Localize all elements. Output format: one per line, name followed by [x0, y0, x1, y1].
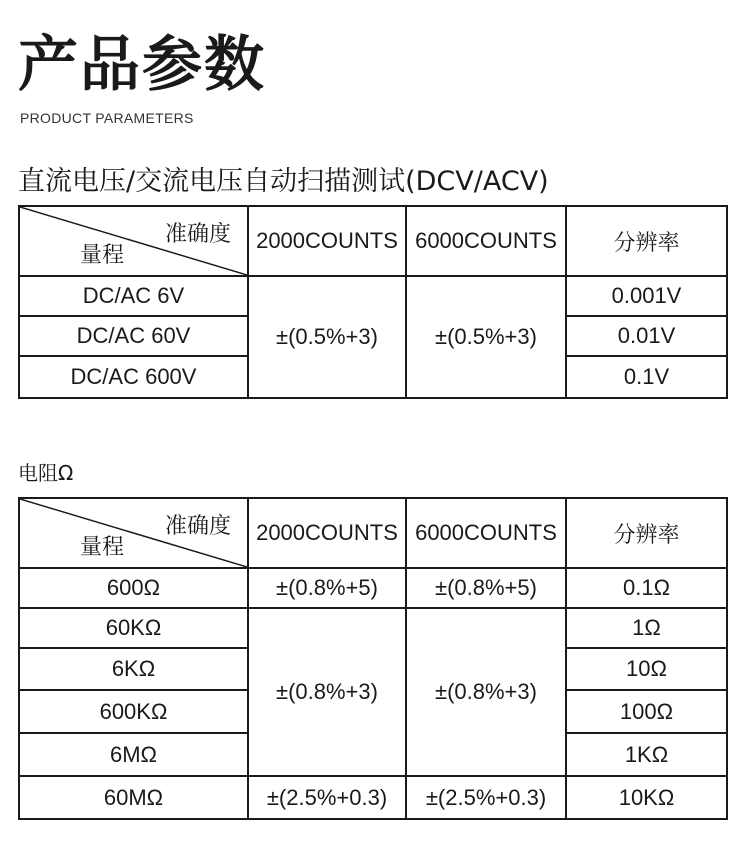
col-header-2000: 2000COUNTS — [248, 206, 406, 276]
range-cell: 60MΩ — [19, 776, 248, 819]
accuracy-2000-cell: ±(0.5%+3) — [248, 276, 406, 398]
range-cell: DC/AC 60V — [19, 316, 248, 356]
col-header-6000: 6000COUNTS — [406, 206, 566, 276]
voltage-table — [18, 205, 728, 399]
range-cell: DC/AC 600V — [19, 356, 248, 398]
table-row — [19, 608, 727, 648]
range-cell: 6MΩ — [19, 733, 248, 776]
col-header-6000: 6000COUNTS — [406, 498, 566, 568]
col-header-resolution: 分辨率 — [566, 498, 727, 568]
range-cell: 6KΩ — [19, 648, 248, 690]
accuracy-6000-cell: ±(0.8%+3) — [406, 608, 566, 776]
resistance-table — [18, 497, 728, 820]
range-cell: 600KΩ — [19, 690, 248, 733]
range-label: 量程 — [80, 535, 125, 560]
page-subtitle: PRODUCT PARAMETERS — [20, 110, 194, 126]
accuracy-6000-cell: ±(0.8%+5) — [406, 568, 566, 608]
accuracy-label: 准确度 — [164, 514, 231, 539]
resistance-section-title: 电阻Ω — [18, 461, 74, 485]
voltage-section-title: 直流电压/交流电压自动扫描测试(DCV/ACV) — [18, 166, 549, 197]
resistance-header-diagonal-cell — [19, 498, 248, 568]
accuracy-2000-cell: ±(0.8%+5) — [248, 568, 406, 608]
voltage-header-diagonal-cell — [19, 206, 248, 276]
col-header-resolution: 分辨率 — [566, 206, 727, 276]
accuracy-label: 准确度 — [164, 222, 231, 247]
resolution-cell: 100Ω — [566, 690, 727, 733]
accuracy-6000-cell: ±(2.5%+0.3) — [406, 776, 566, 819]
resolution-cell: 1Ω — [566, 608, 727, 648]
resolution-cell: 0.01V — [566, 316, 727, 356]
range-cell: DC/AC 6V — [19, 276, 248, 316]
accuracy-2000-cell: ±(2.5%+0.3) — [248, 776, 406, 819]
col-header-2000: 2000COUNTS — [248, 498, 406, 568]
resolution-cell: 0.1Ω — [566, 568, 727, 608]
table-row — [19, 276, 727, 316]
resolution-cell: 10Ω — [566, 648, 727, 690]
resolution-cell: 0.001V — [566, 276, 727, 316]
table-row — [19, 568, 727, 608]
range-cell: 60KΩ — [19, 608, 248, 648]
table-row — [19, 776, 727, 819]
resolution-cell: 10KΩ — [566, 776, 727, 819]
range-label: 量程 — [80, 243, 125, 268]
resolution-cell: 0.1V — [566, 356, 727, 398]
resolution-cell: 1KΩ — [566, 733, 727, 776]
page-title: 产品参数 — [18, 30, 266, 100]
accuracy-2000-cell: ±(0.8%+3) — [248, 608, 406, 776]
range-cell: 600Ω — [19, 568, 248, 608]
accuracy-6000-cell: ±(0.5%+3) — [406, 276, 566, 398]
